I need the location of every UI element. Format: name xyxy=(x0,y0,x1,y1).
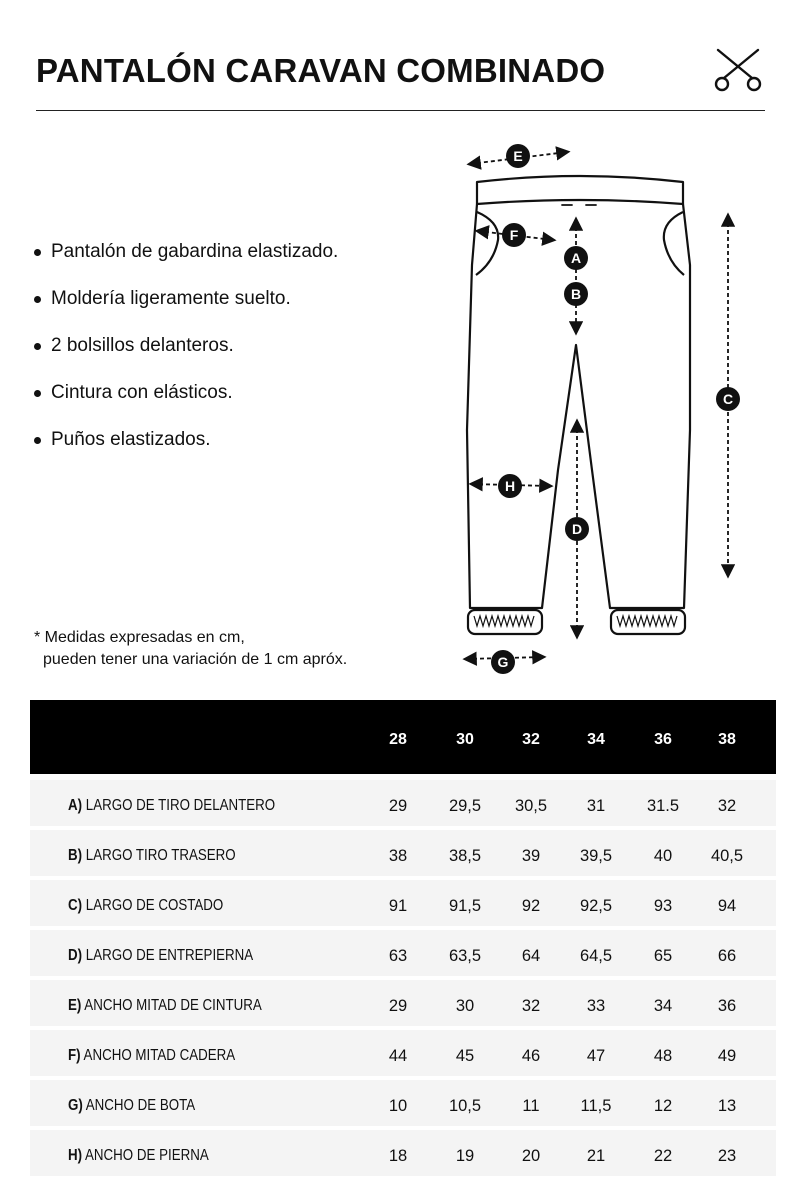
table-cell: 66 xyxy=(717,947,737,965)
row-key: A) xyxy=(68,797,83,814)
row-label-text: ANCHO DE PIERNA xyxy=(85,1147,209,1164)
table-cell: 40,5 xyxy=(710,847,744,865)
feature-item: Puños elastizados. xyxy=(32,428,362,452)
table-cell: 19 xyxy=(455,1147,475,1165)
row-label xyxy=(68,830,236,876)
label-a: A xyxy=(570,250,582,266)
row-label xyxy=(68,1130,209,1176)
table-row xyxy=(30,980,776,1026)
table-row xyxy=(30,780,776,826)
table-cell: 10,5 xyxy=(448,1097,482,1115)
label-e-marker xyxy=(506,144,530,168)
table-cell: 34 xyxy=(653,997,673,1015)
row-label-text: LARGO DE COSTADO xyxy=(85,897,224,914)
label-f: F xyxy=(509,227,519,243)
table-cell: 92,5 xyxy=(579,897,613,915)
row-label-text: ANCHO DE BOTA xyxy=(85,1097,196,1114)
label-c: C xyxy=(722,391,734,407)
table-cell: 45 xyxy=(455,1047,475,1065)
table-row xyxy=(30,1030,776,1076)
label-g: G xyxy=(497,654,509,670)
row-key: D) xyxy=(68,947,83,964)
table-cell: 40 xyxy=(653,847,673,865)
table-cell: 12 xyxy=(653,1097,673,1115)
table-cell: 29,5 xyxy=(448,797,482,815)
label-d: D xyxy=(571,521,583,537)
table-cell: 22 xyxy=(653,1147,673,1165)
table-cell: 39 xyxy=(521,847,541,865)
table-cell: 47 xyxy=(586,1047,606,1065)
table-row xyxy=(30,880,776,926)
table-cell: 64,5 xyxy=(579,947,613,965)
table-cell: 64 xyxy=(521,947,541,965)
row-key: F) xyxy=(68,1047,81,1064)
row-key: C) xyxy=(68,897,83,914)
table-cell: 30,5 xyxy=(514,797,548,815)
measurement-note xyxy=(34,627,347,671)
label-f-marker xyxy=(502,223,526,247)
label-b: B xyxy=(570,286,582,302)
table-cell: 49 xyxy=(717,1047,737,1065)
table-cell: 29 xyxy=(388,997,408,1015)
row-label xyxy=(68,1030,235,1076)
table-cell: 31 xyxy=(586,797,606,815)
table-cell: 94 xyxy=(717,897,737,915)
table-cell: 29 xyxy=(388,797,408,815)
size-header: 32 xyxy=(522,731,540,748)
size-table-header xyxy=(30,700,776,774)
table-cell: 13 xyxy=(717,1097,737,1115)
row-key: H) xyxy=(68,1147,83,1164)
feature-list xyxy=(32,240,362,475)
label-g-marker xyxy=(491,650,515,674)
feature-item: Pantalón de gabardina elastizado. xyxy=(32,240,362,264)
row-label xyxy=(68,980,262,1026)
page-title: PANTALÓN CARAVAN COMBINADO xyxy=(36,52,606,89)
table-cell: 18 xyxy=(388,1147,408,1165)
row-label xyxy=(68,780,275,826)
feature-item: 2 bolsillos delanteros. xyxy=(32,334,362,358)
table-cell: 23 xyxy=(717,1147,737,1165)
table-cell: 91,5 xyxy=(448,897,482,915)
table-cell: 11 xyxy=(522,1097,540,1115)
pants-diagram xyxy=(455,130,775,690)
size-header: 34 xyxy=(587,731,605,748)
row-key: B) xyxy=(68,847,83,864)
row-label-text: LARGO TIRO TRASERO xyxy=(85,847,236,864)
table-cell: 93 xyxy=(653,897,673,915)
row-label-text: LARGO DE TIRO DELANTERO xyxy=(85,797,276,814)
table-cell: 44 xyxy=(388,1047,408,1065)
table-cell: 38,5 xyxy=(448,847,482,865)
table-row xyxy=(30,1080,776,1126)
table-cell: 65 xyxy=(653,947,673,965)
label-d-marker xyxy=(565,517,589,541)
table-cell: 48 xyxy=(653,1047,673,1065)
label-h-marker xyxy=(498,474,522,498)
feature-item: Moldería ligeramente suelto. xyxy=(32,287,362,311)
label-h: H xyxy=(504,478,516,494)
row-label xyxy=(68,880,223,926)
size-table xyxy=(30,700,776,1176)
row-label-text: ANCHO MITAD CADERA xyxy=(83,1047,236,1064)
table-cell: 21 xyxy=(586,1147,606,1165)
table-cell: 63,5 xyxy=(448,947,482,965)
table-cell: 32 xyxy=(717,797,737,815)
table-cell: 91 xyxy=(388,897,408,915)
feature-item: Cintura con elásticos. xyxy=(32,381,362,405)
row-key: G) xyxy=(68,1097,83,1114)
size-header: 38 xyxy=(718,731,736,748)
label-b-marker xyxy=(564,282,588,306)
row-label-text: LARGO DE ENTREPIERNA xyxy=(85,947,254,964)
size-header: 30 xyxy=(456,731,474,748)
row-key: E) xyxy=(68,997,82,1014)
table-cell: 20 xyxy=(521,1147,541,1165)
row-label xyxy=(68,1080,195,1126)
table-cell: 36 xyxy=(717,997,737,1015)
note-line-1: * Medidas expresadas en cm, xyxy=(34,629,245,646)
table-cell: 46 xyxy=(521,1047,541,1065)
size-header: 28 xyxy=(389,731,407,748)
size-header: 36 xyxy=(654,731,672,748)
table-cell: 10 xyxy=(388,1097,408,1115)
table-row xyxy=(30,830,776,876)
table-cell: 39,5 xyxy=(579,847,613,865)
table-cell: 33 xyxy=(586,997,606,1015)
table-cell: 30 xyxy=(455,997,475,1015)
row-label-text: ANCHO MITAD DE CINTURA xyxy=(84,997,262,1014)
size-table-body xyxy=(30,780,776,1176)
table-cell: 92 xyxy=(521,897,541,915)
table-cell: 63 xyxy=(388,947,408,965)
table-cell: 11,5 xyxy=(580,1097,612,1115)
label-a-marker xyxy=(564,246,588,270)
table-cell: 31.5 xyxy=(646,797,680,815)
label-c-marker xyxy=(716,387,740,411)
table-cell: 38 xyxy=(388,847,408,865)
label-e: E xyxy=(513,148,523,164)
table-row xyxy=(30,930,776,976)
scissors-icon xyxy=(712,44,764,94)
note-line-2: pueden tener una variación de 1 cm apróx. xyxy=(43,651,348,668)
table-row xyxy=(30,1130,776,1176)
title-divider xyxy=(36,110,765,111)
row-label xyxy=(68,930,253,976)
table-cell: 32 xyxy=(521,997,541,1015)
